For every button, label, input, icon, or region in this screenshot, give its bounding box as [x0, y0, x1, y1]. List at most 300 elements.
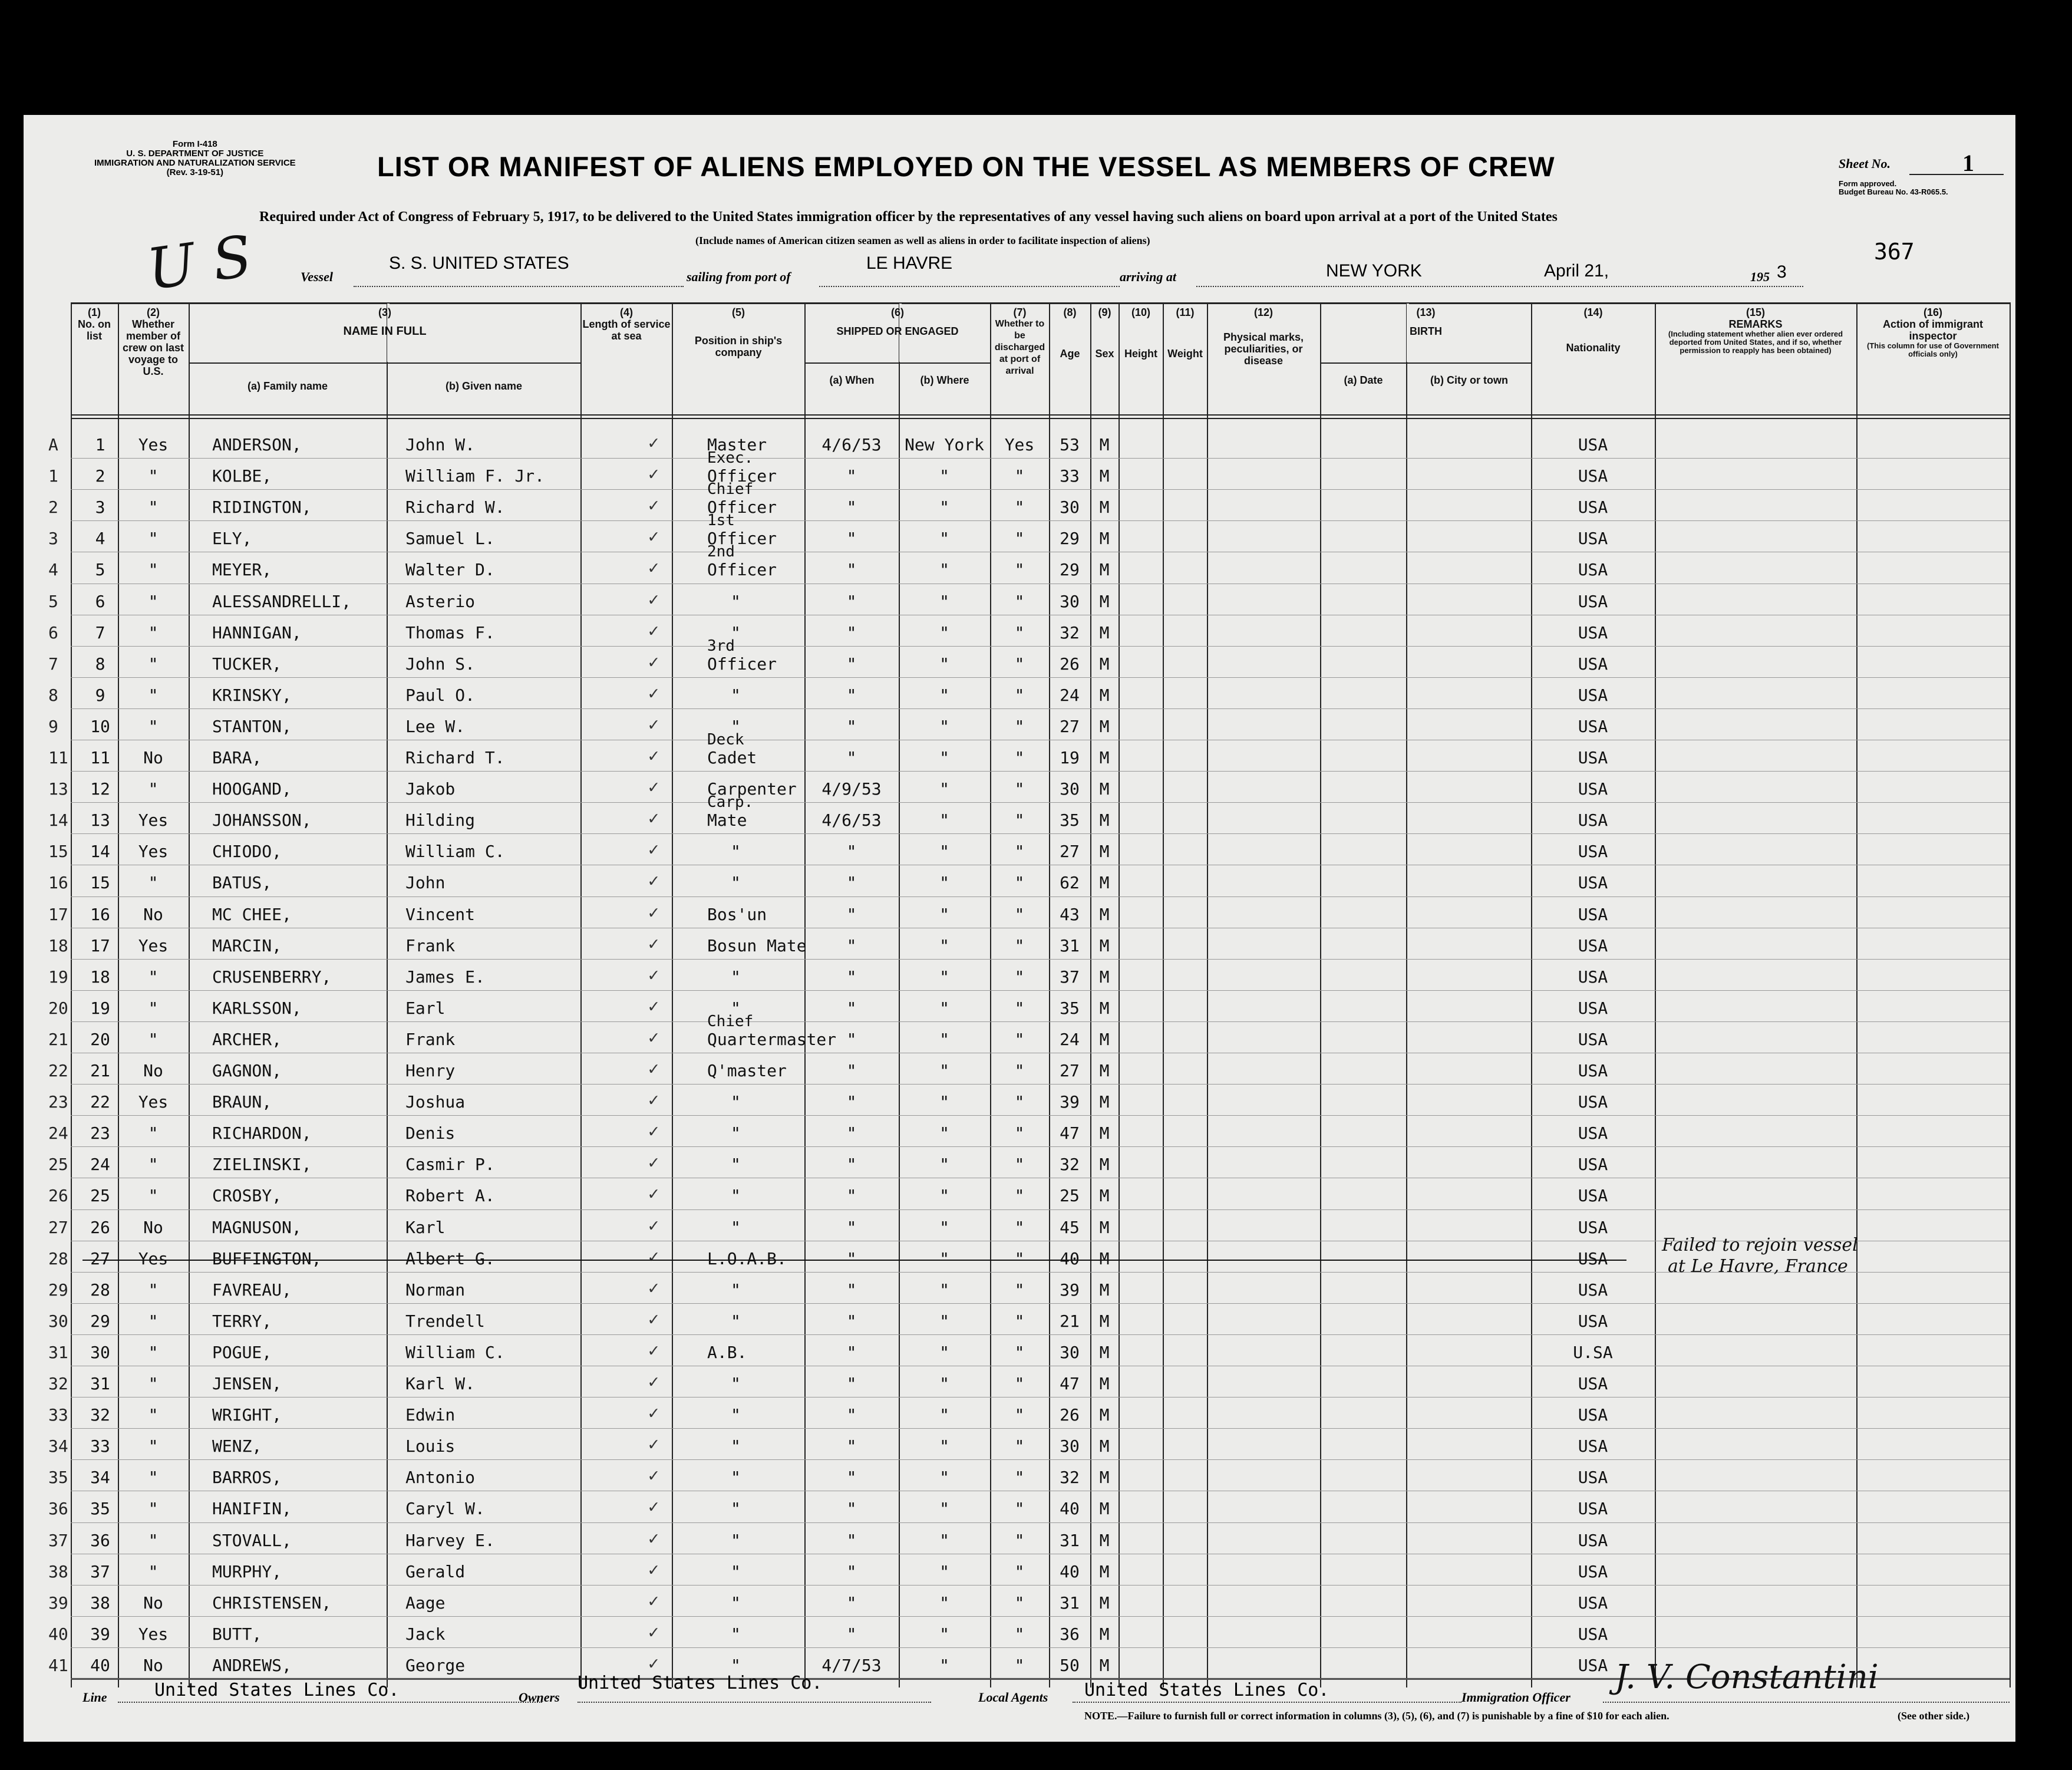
row-rule — [71, 1115, 2010, 1116]
cell-age: 31 — [1060, 935, 1080, 955]
cell-age: 27 — [1060, 716, 1080, 736]
cell-when: " — [846, 904, 857, 924]
cell-prev: " — [148, 560, 159, 580]
cell-sex: M — [1099, 1155, 1110, 1175]
cell-where: " — [939, 1436, 949, 1456]
cell-age: 27 — [1060, 1061, 1080, 1080]
cell-no: 6 — [95, 591, 105, 611]
margin-index: 39 — [48, 1593, 68, 1613]
check-mark-icon: ✓ — [648, 1277, 659, 1298]
cell-sex: M — [1099, 1499, 1110, 1519]
cell-no: 20 — [90, 1029, 110, 1049]
cell-giv: Casmir P. — [405, 1155, 495, 1175]
cell-fam: ANDREWS, — [212, 1655, 292, 1675]
cell-giv: John W. — [405, 435, 476, 454]
cell-position-line1: 3rd — [707, 637, 735, 655]
cell-giv: John — [405, 873, 446, 893]
cell-sex: M — [1099, 810, 1110, 830]
cell-prev: " — [148, 497, 159, 518]
cell-where: " — [939, 466, 949, 486]
line-value: United States Lines Co. — [154, 1680, 400, 1700]
cell-position: " — [731, 1374, 741, 1393]
cell-age: 50 — [1060, 1655, 1080, 1675]
cell-dis: " — [1014, 1311, 1025, 1331]
margin-index: 6 — [48, 622, 58, 642]
cell-when: " — [846, 1561, 857, 1581]
cell-fam: FAVREAU, — [212, 1280, 292, 1300]
cell-prev: " — [148, 1530, 159, 1550]
vessel-name: S. S. UNITED STATES — [389, 253, 569, 273]
cell-prev: " — [148, 591, 159, 611]
cell-nat: USA — [1578, 497, 1608, 518]
cell-giv: Gerald — [405, 1561, 466, 1581]
cell-nat: USA — [1578, 1624, 1608, 1644]
cell-dis: " — [1014, 1029, 1025, 1049]
officer-label: Immigration Officer — [1461, 1690, 1571, 1705]
cell-sex: M — [1099, 1311, 1110, 1331]
cell-age: 30 — [1060, 591, 1080, 611]
cell-giv: Paul O. — [405, 685, 476, 705]
cell-position: Carpenter — [707, 779, 797, 799]
cell-position: " — [731, 1217, 741, 1237]
cell-sex: M — [1099, 1561, 1110, 1581]
cell-dis: " — [1014, 1186, 1025, 1206]
owners-value: United States Lines Co. — [578, 1673, 823, 1693]
row-rule — [71, 1585, 2010, 1586]
cell-when: " — [846, 497, 857, 518]
margin-index: 25 — [48, 1155, 68, 1175]
check-mark-icon: ✓ — [648, 1528, 659, 1549]
header-sex: (9) Sex — [1095, 306, 1114, 360]
cell-position: " — [731, 685, 741, 705]
cell-giv: Henry — [405, 1061, 456, 1080]
header-nationality: (14) Nationality — [1566, 306, 1621, 354]
cell-nat: USA — [1578, 1029, 1608, 1049]
cell-sex: M — [1099, 497, 1110, 518]
cell-nat: USA — [1578, 654, 1608, 674]
cell-dis: " — [1014, 1155, 1025, 1175]
cell-giv: Aage — [405, 1593, 446, 1613]
cell-age: 35 — [1060, 998, 1080, 1018]
cell-where: " — [939, 967, 949, 987]
include-instruction: (Include names of American citizen seamen as well as aliens in order to facilitate inspection of aliens) — [695, 235, 1150, 246]
cell-giv: Caryl W. — [405, 1499, 485, 1519]
cell-nat: USA — [1578, 1655, 1608, 1675]
row-rule — [71, 1021, 2010, 1022]
cell-sex: M — [1099, 1655, 1110, 1675]
cell-fam: MEYER, — [212, 560, 272, 580]
margin-index: 31 — [48, 1342, 68, 1362]
cell-position: Quartermaster — [707, 1029, 837, 1049]
check-mark-icon: ✓ — [648, 1559, 659, 1580]
cell-giv: Jack — [405, 1624, 446, 1644]
cell-nat: USA — [1578, 1405, 1608, 1425]
cell-prev: No — [143, 1593, 163, 1613]
cell-no: 11 — [90, 748, 110, 767]
cell-fam: RIDINGTON, — [212, 497, 312, 518]
cell-where: " — [939, 560, 949, 580]
cell-where: " — [939, 1499, 949, 1519]
cell-nat: USA — [1578, 1561, 1608, 1581]
header-birth-date: (a) Date — [1344, 374, 1383, 386]
cell-giv: Louis — [405, 1436, 456, 1456]
cell-where: " — [939, 998, 949, 1018]
cell-sex: M — [1099, 1342, 1110, 1362]
cell-no: 39 — [90, 1624, 110, 1644]
row-rule — [71, 646, 2010, 647]
cell-nat: USA — [1578, 1186, 1608, 1206]
row-rule — [71, 1522, 2010, 1523]
cell-nat: USA — [1578, 1248, 1608, 1268]
cell-dis: " — [1014, 1593, 1025, 1613]
cell-dis: " — [1014, 497, 1025, 518]
check-mark-icon: ✓ — [648, 1621, 659, 1643]
check-mark-icon: ✓ — [648, 808, 659, 829]
agents-value: United States Lines Co. — [1084, 1680, 1329, 1700]
cell-sex: M — [1099, 935, 1110, 955]
cell-fam: ARCHER, — [212, 1029, 282, 1049]
margin-index: 18 — [48, 935, 68, 955]
cell-dis: " — [1014, 904, 1025, 924]
check-mark-icon: ✓ — [648, 1215, 659, 1236]
cell-prev: " — [148, 1311, 159, 1331]
cell-position: " — [731, 1499, 741, 1519]
cell-nat: USA — [1578, 904, 1608, 924]
cell-dis: " — [1014, 998, 1025, 1018]
check-mark-icon: ✓ — [648, 871, 659, 892]
see-other-side: (See other side.) — [1898, 1710, 1970, 1722]
cell-fam: BARA, — [212, 748, 262, 767]
cell-nat: USA — [1578, 1280, 1608, 1300]
cell-age: 40 — [1060, 1248, 1080, 1268]
cell-fam: JOHANSSON, — [212, 810, 312, 830]
check-mark-icon: ✓ — [648, 1121, 659, 1142]
cell-where: " — [939, 1311, 949, 1331]
cell-when: 4/6/53 — [821, 435, 882, 454]
cell-when: " — [846, 1593, 857, 1613]
row-rule — [71, 1428, 2010, 1429]
cell-dis: " — [1014, 935, 1025, 955]
cell-position: " — [731, 1436, 741, 1456]
cell-where: " — [939, 1280, 949, 1300]
margin-index: 34 — [48, 1436, 68, 1456]
cell-prev: " — [148, 716, 159, 736]
margin-index: 29 — [48, 1280, 68, 1300]
cell-dis: " — [1014, 654, 1025, 674]
margin-index: 1 — [48, 466, 58, 486]
cell-prev: " — [148, 466, 159, 486]
cell-no: 35 — [90, 1499, 110, 1519]
cell-dis: " — [1014, 748, 1025, 767]
cell-dis: " — [1014, 1374, 1025, 1393]
cell-position: " — [731, 1530, 741, 1550]
cell-prev: Yes — [138, 1248, 169, 1268]
cell-when: " — [846, 967, 857, 987]
cell-sex: M — [1099, 1436, 1110, 1456]
cell-giv: Antonio — [405, 1468, 476, 1488]
cell-giv: Karl W. — [405, 1374, 476, 1393]
cell-dis: " — [1014, 1405, 1025, 1425]
cell-position: " — [731, 842, 741, 862]
cell-giv: Samuel L. — [405, 529, 495, 549]
check-mark-icon: ✓ — [648, 589, 659, 610]
cell-prev: " — [148, 1405, 159, 1425]
cell-nat: USA — [1578, 716, 1608, 736]
cell-no: 19 — [90, 998, 110, 1018]
check-mark-icon: ✓ — [648, 1059, 659, 1079]
cell-giv: William C. — [405, 842, 505, 862]
cell-position-line1: Carp. — [707, 793, 754, 812]
cell-fam: BATUS, — [212, 873, 272, 893]
cell-when: " — [846, 1311, 857, 1331]
cell-dis: " — [1014, 560, 1025, 580]
cell-where: " — [939, 873, 949, 893]
cell-no: 8 — [95, 654, 105, 674]
cell-dis: " — [1014, 1530, 1025, 1550]
cell-sex: M — [1099, 1280, 1110, 1300]
header-age: (8) Age — [1060, 306, 1080, 360]
row-rule — [71, 1084, 2010, 1085]
cell-fam: MARCIN, — [212, 935, 282, 955]
cell-age: 19 — [1060, 748, 1080, 767]
cell-no: 27 — [90, 1248, 110, 1268]
cell-prev: " — [148, 1561, 159, 1581]
year-suffix: 3 — [1777, 262, 1787, 282]
check-mark-icon: ✓ — [648, 964, 659, 985]
cell-prev: " — [148, 1155, 159, 1175]
cell-nat: USA — [1578, 685, 1608, 705]
cell-where: " — [939, 1468, 949, 1488]
header-weight: (11) Weight — [1167, 306, 1203, 360]
cell-sex: M — [1099, 779, 1110, 799]
cell-when: " — [846, 748, 857, 767]
cell-sex: M — [1099, 622, 1110, 642]
cell-giv: Richard T. — [405, 748, 505, 767]
cell-when: " — [846, 1405, 857, 1425]
cell-position: Mate — [707, 810, 747, 830]
cell-nat: USA — [1578, 1374, 1608, 1393]
check-mark-icon: ✓ — [648, 433, 659, 453]
cell-dis: " — [1014, 779, 1025, 799]
form-approval: Form approved. Budget Bureau No. 43-R065.5. — [1839, 179, 1948, 196]
cell-sex: M — [1099, 1530, 1110, 1550]
cell-fam: BARROS, — [212, 1468, 282, 1488]
cell-when: " — [846, 685, 857, 705]
cell-age: 30 — [1060, 1342, 1080, 1362]
margin-index: 23 — [48, 1092, 68, 1112]
margin-index: 36 — [48, 1499, 68, 1519]
manifest-sheet — [24, 115, 2015, 1742]
cell-dis: " — [1014, 685, 1025, 705]
cell-when: " — [846, 1155, 857, 1175]
cell-giv: Vincent — [405, 904, 476, 924]
cell-position: " — [731, 1655, 741, 1675]
cell-sex: M — [1099, 560, 1110, 580]
arrival-date: April 21, — [1544, 261, 1609, 281]
check-mark-icon: ✓ — [648, 1340, 659, 1361]
cell-when: " — [846, 998, 857, 1018]
cell-no: 36 — [90, 1530, 110, 1550]
cell-no: 4 — [95, 529, 105, 549]
cell-age: 31 — [1060, 1530, 1080, 1550]
cell-position: Q'master — [707, 1061, 787, 1080]
cell-age: 32 — [1060, 1468, 1080, 1488]
header-height: (10) Height — [1124, 306, 1157, 360]
cell-position: " — [731, 1561, 741, 1581]
row-rule — [71, 896, 2010, 897]
cell-age: 45 — [1060, 1217, 1080, 1237]
cell-nat: USA — [1578, 1311, 1608, 1331]
cell-prev: " — [148, 873, 159, 893]
row-rule — [71, 1146, 2010, 1147]
margin-index: 4 — [48, 560, 58, 580]
cell-sex: M — [1099, 1468, 1110, 1488]
cell-sex: M — [1099, 1217, 1110, 1237]
cell-sex: M — [1099, 591, 1110, 611]
handwritten-mark: U S — [143, 223, 256, 303]
cell-fam: CHIODO, — [212, 842, 282, 862]
cell-no: 31 — [90, 1374, 110, 1393]
check-mark-icon: ✓ — [648, 996, 659, 1017]
cell-where: " — [939, 810, 949, 830]
cell-fam: STANTON, — [212, 716, 292, 736]
cell-sex: M — [1099, 873, 1110, 893]
cell-age: 40 — [1060, 1499, 1080, 1519]
cell-when: " — [846, 622, 857, 642]
cell-fam: CROSBY, — [212, 1186, 282, 1206]
cell-prev: No — [143, 1217, 163, 1237]
cell-prev: " — [148, 1280, 159, 1300]
cell-no: 38 — [90, 1593, 110, 1613]
cell-age: 30 — [1060, 779, 1080, 799]
margin-index: 17 — [48, 904, 68, 924]
cell-sex: M — [1099, 967, 1110, 987]
cell-nat: USA — [1578, 779, 1608, 799]
form-line: U. S. DEPARTMENT OF JUSTICE — [126, 149, 264, 159]
cell-where: " — [939, 1186, 949, 1206]
cell-when: " — [846, 1342, 857, 1362]
header-no-on-list: (1) No. on list — [78, 306, 111, 342]
cell-fam: RICHARDON, — [212, 1123, 312, 1143]
row-rule — [71, 1303, 2010, 1304]
cell-position-line1: 2nd — [707, 543, 735, 561]
cell-prev: " — [148, 1186, 159, 1206]
cell-no: 21 — [90, 1061, 110, 1080]
cell-position: L.O.A.B. — [707, 1248, 787, 1268]
port-of-arrival: NEW YORK — [1326, 261, 1422, 281]
cell-giv: James E. — [405, 967, 485, 987]
cell-dis: " — [1014, 1280, 1025, 1300]
cell-age: 26 — [1060, 654, 1080, 674]
cell-nat: USA — [1578, 1123, 1608, 1143]
cell-when: " — [846, 560, 857, 580]
cell-age: 32 — [1060, 1155, 1080, 1175]
cell-prev: Yes — [138, 935, 169, 955]
cell-nat: USA — [1578, 435, 1608, 454]
check-mark-icon: ✓ — [648, 558, 659, 579]
cell-nat: USA — [1578, 935, 1608, 955]
cell-no: 22 — [90, 1092, 110, 1112]
cell-nat: USA — [1578, 466, 1608, 486]
cell-position: " — [731, 622, 741, 642]
cell-no: 14 — [90, 842, 110, 862]
cell-giv: Norman — [405, 1280, 466, 1300]
cell-dis: " — [1014, 1655, 1025, 1675]
cell-position: Officer — [707, 529, 777, 549]
margin-index: 8 — [48, 685, 58, 705]
cell-when: " — [846, 1217, 857, 1237]
cell-giv: Joshua — [405, 1092, 466, 1112]
cell-no: 1 — [95, 435, 105, 454]
check-mark-icon: ✓ — [648, 1184, 659, 1205]
cell-sex: M — [1099, 716, 1110, 736]
cell-nat: USA — [1578, 1155, 1608, 1175]
legal-requirement: Required under Act of Congress of February 5, 1917, to be delivered to the United States immigration officer by the representatives of any vessel having such aliens on board upon arrival at a port of the United States — [259, 209, 1558, 225]
margin-index: 24 — [48, 1123, 68, 1143]
header-name-in-full: (3) NAME IN FULL — [343, 306, 427, 338]
cell-giv: Jakob — [405, 779, 456, 799]
row-rule — [71, 833, 2010, 834]
row-rule — [71, 677, 2010, 678]
row-rule — [71, 1334, 2010, 1335]
cell-when: " — [846, 842, 857, 862]
cell-position-line1: 1st — [707, 512, 735, 530]
cell-dis: " — [1014, 1342, 1025, 1362]
check-mark-icon: ✓ — [648, 1027, 659, 1048]
margin-index: 3 — [48, 529, 58, 549]
cell-age: 39 — [1060, 1280, 1080, 1300]
header-discharged: (7) Whether to be discharged at port of arrival — [994, 306, 1045, 376]
cell-no: 17 — [90, 935, 110, 955]
row-rule — [71, 520, 2010, 521]
cell-dis: " — [1014, 1217, 1025, 1237]
cell-no: 5 — [95, 560, 105, 580]
cell-nat: USA — [1578, 622, 1608, 642]
sheet-label: Sheet No. — [1839, 156, 1890, 171]
cell-position-line1: Chief — [707, 1012, 754, 1030]
cell-no: 33 — [90, 1436, 110, 1456]
header-length-of-service: (4) Length of service at sea — [582, 306, 671, 342]
cell-no: 15 — [90, 873, 110, 893]
page-number: 367 — [1874, 239, 1915, 265]
cell-prev: " — [148, 967, 159, 987]
row-rule — [71, 1459, 2010, 1460]
cell-when: " — [846, 1123, 857, 1143]
header-given-name: (b) Given name — [445, 380, 523, 392]
cell-prev: No — [143, 1655, 163, 1675]
margin-index: 15 — [48, 842, 68, 862]
check-mark-icon: ✓ — [648, 902, 659, 923]
cell-nat: U.SA — [1573, 1342, 1613, 1362]
cell-when: " — [846, 1092, 857, 1112]
cell-giv: Frank — [405, 1029, 456, 1049]
cell-giv: John S. — [405, 654, 476, 674]
cell-prev: " — [148, 685, 159, 705]
cell-no: 3 — [95, 497, 105, 518]
cell-age: 26 — [1060, 1405, 1080, 1425]
cell-giv: William F. Jr. — [405, 466, 545, 486]
cell-sex: M — [1099, 1061, 1110, 1080]
margin-index: 7 — [48, 654, 58, 674]
margin-index: 40 — [48, 1624, 68, 1644]
cell-position: " — [731, 591, 741, 611]
cell-when: " — [846, 716, 857, 736]
header-previous-voyage: (2) Whether member of crew on last voyage to U.S. — [122, 306, 184, 377]
cell-sex: M — [1099, 1248, 1110, 1268]
cell-age: 37 — [1060, 967, 1080, 987]
cell-position: " — [731, 998, 741, 1018]
cell-position: " — [731, 1311, 741, 1331]
